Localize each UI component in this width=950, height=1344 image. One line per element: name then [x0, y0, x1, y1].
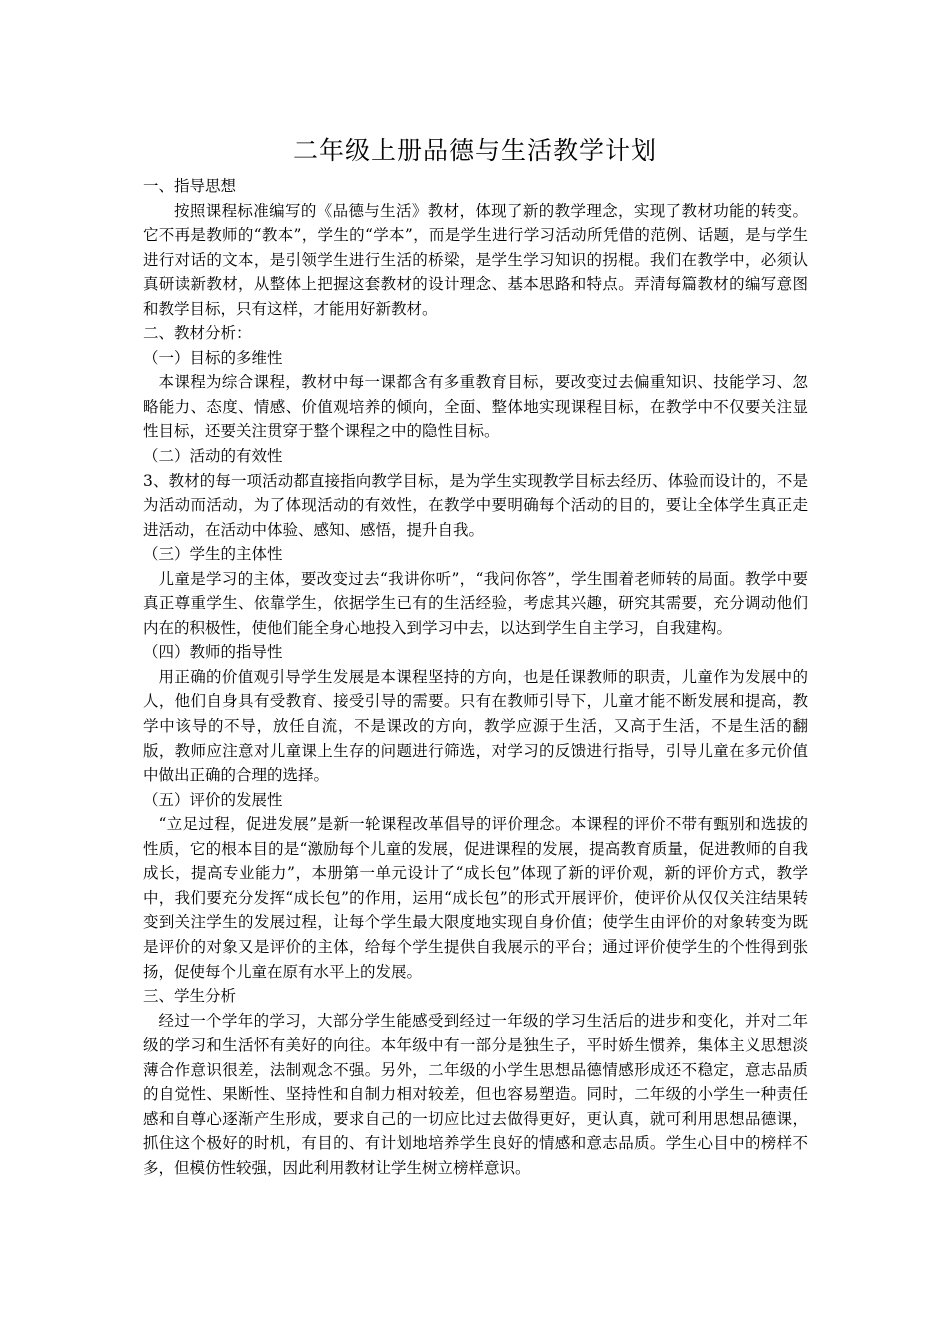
paragraph-teacher-guidance: 用正确的价值观引导学生发展是本课程坚持的方向，也是任课教师的职责，儿童作为发展中的人，他们自身具有受教育、接受引导的需要。只有在教师引导下，儿童才能不断发展和提高，教学中该导的不导，放任自流，不是课改的方向，教学应源于生活，又高于生活，不是生活的翻版，教师应注意对儿童课上生存的问题进行筛选，对学习的反馈进行指导，引导儿童在多元价值中做出正确的合理的选择。 [143, 667, 808, 785]
paragraph-activities: 3、教材的每一项活动都直接指向教学目标，是为学生实现教学目标去经历、体验而设计的，不是为活动而活动，为了体现活动的有效性，在教学中要明确每个活动的目的，要让全体学生真正走进活动，在活动中体验、感知、感悟，提升自我。 [143, 471, 808, 539]
paragraph-student-subject: 儿童是学习的主体，要改变过去“我讲你听”，“我问你答”，学生围着老师转的局面。教学中要真正尊重学生、依靠学生，依据学生已有的生活经验，考虑其兴趣，研究其需要，充分调动他们内在的积极性，使他们能全身心地投入到学习中去，以达到学生自主学习，自我建构。 [143, 569, 808, 637]
subsection-heading-activities: （二）活动的有效性 [143, 447, 283, 466]
subsection-heading-student-subject: （三）学生的主体性 [143, 545, 283, 564]
section-heading-guiding-thought: 一、指导思想 [143, 177, 237, 195]
paragraph-goals: 本课程为综合课程，教材中每一课都含有多重教育目标，要改变过去偏重知识、技能学习、忽略能力、态度、情感、价值观培养的倾向，全面、整体地实现课程目标，在教学中不仅要关注显性目标，还要关注贯穿于整个课程之中的隐性目标。 [143, 373, 808, 441]
subsection-heading-evaluation: （五）评价的发展性 [143, 790, 283, 809]
paragraph-guiding-thought: 按照课程标准编写的《品德与生活》教材，体现了新的教学理念，实现了教材功能的转变。它不再是教师的“教本”，学生的“学本”，而是学生进行学习活动所凭借的范例、话题，是与学生进行对话的文本，是引领学生进行生活的桥梁，是学生学习知识的拐棍。我们在教学中，必须认真研读新教材，从整体上把握这套教材的设计理念、基本思路和特点。弄清每篇教材的编写意图和教学目标，只有这样，才能用好新教材。 [143, 201, 808, 318]
section-heading-textbook-analysis: 二、教材分析： [143, 324, 252, 343]
document-body [143, 174, 808, 1180]
subsection-heading-goals: （一）目标的多维性 [143, 348, 283, 367]
subsection-heading-teacher-guidance: （四）教师的指导性 [143, 643, 283, 662]
document-title: 二年级上册品德与生活教学计划 [292, 136, 657, 165]
section-heading-student-analysis: 三、学生分析 [143, 987, 237, 1006]
paragraph-evaluation: “立足过程，促进发展”是新一轮课程改革倡导的评价理念。本课程的评价不带有甄别和选拔的性质，它的根本目的是“激励每个儿童的发展，促进课程的发展，提高教育质量，促进教师的自我成长，提高专业能力”，本册第一单元设计了“成长包”体现了新的评价观，新的评价方式，教学中，我们要充分发挥“成长包”的作用，运用“成长包”的形式开展评价，使评价从仅仅关注结果转变到关注学生的发展过程，让每个学生最大限度地实现自身价值；使学生由评价的对象转变为既是评价的对象又是评价的主体，给每个学生提供自我展示的平台；通过评价使学生的个性得到张扬，促使每个儿童在原有水平上的发展。 [143, 815, 808, 981]
paragraph-student-analysis: 经过一个学年的学习，大部分学生能感受到经过一年级的学习生活后的进步和变化，并对二年级的学习和生活怀有美好的向往。本年级中有一部分是独生子，平时娇生惯养，集体主义思想淡薄合作意识很差，法制观念不强。另外，二年级的小学生思想品德情感形成还不稳定，意志品质的自觉性、果断性、坚持性和自制力相对较差，但也容易塑造。同时，二年级的小学生一种责任感和自尊心逐渐产生形成，要求自己的一切应比过去做得更好，更认真，就可利用思想品德课，抓住这个极好的时机，有目的、有计划地培养学生良好的情感和意志品质。学生心目中的榜样不多，但模仿性较强，因此利用教材让学生树立榜样意识。 [143, 1011, 808, 1177]
